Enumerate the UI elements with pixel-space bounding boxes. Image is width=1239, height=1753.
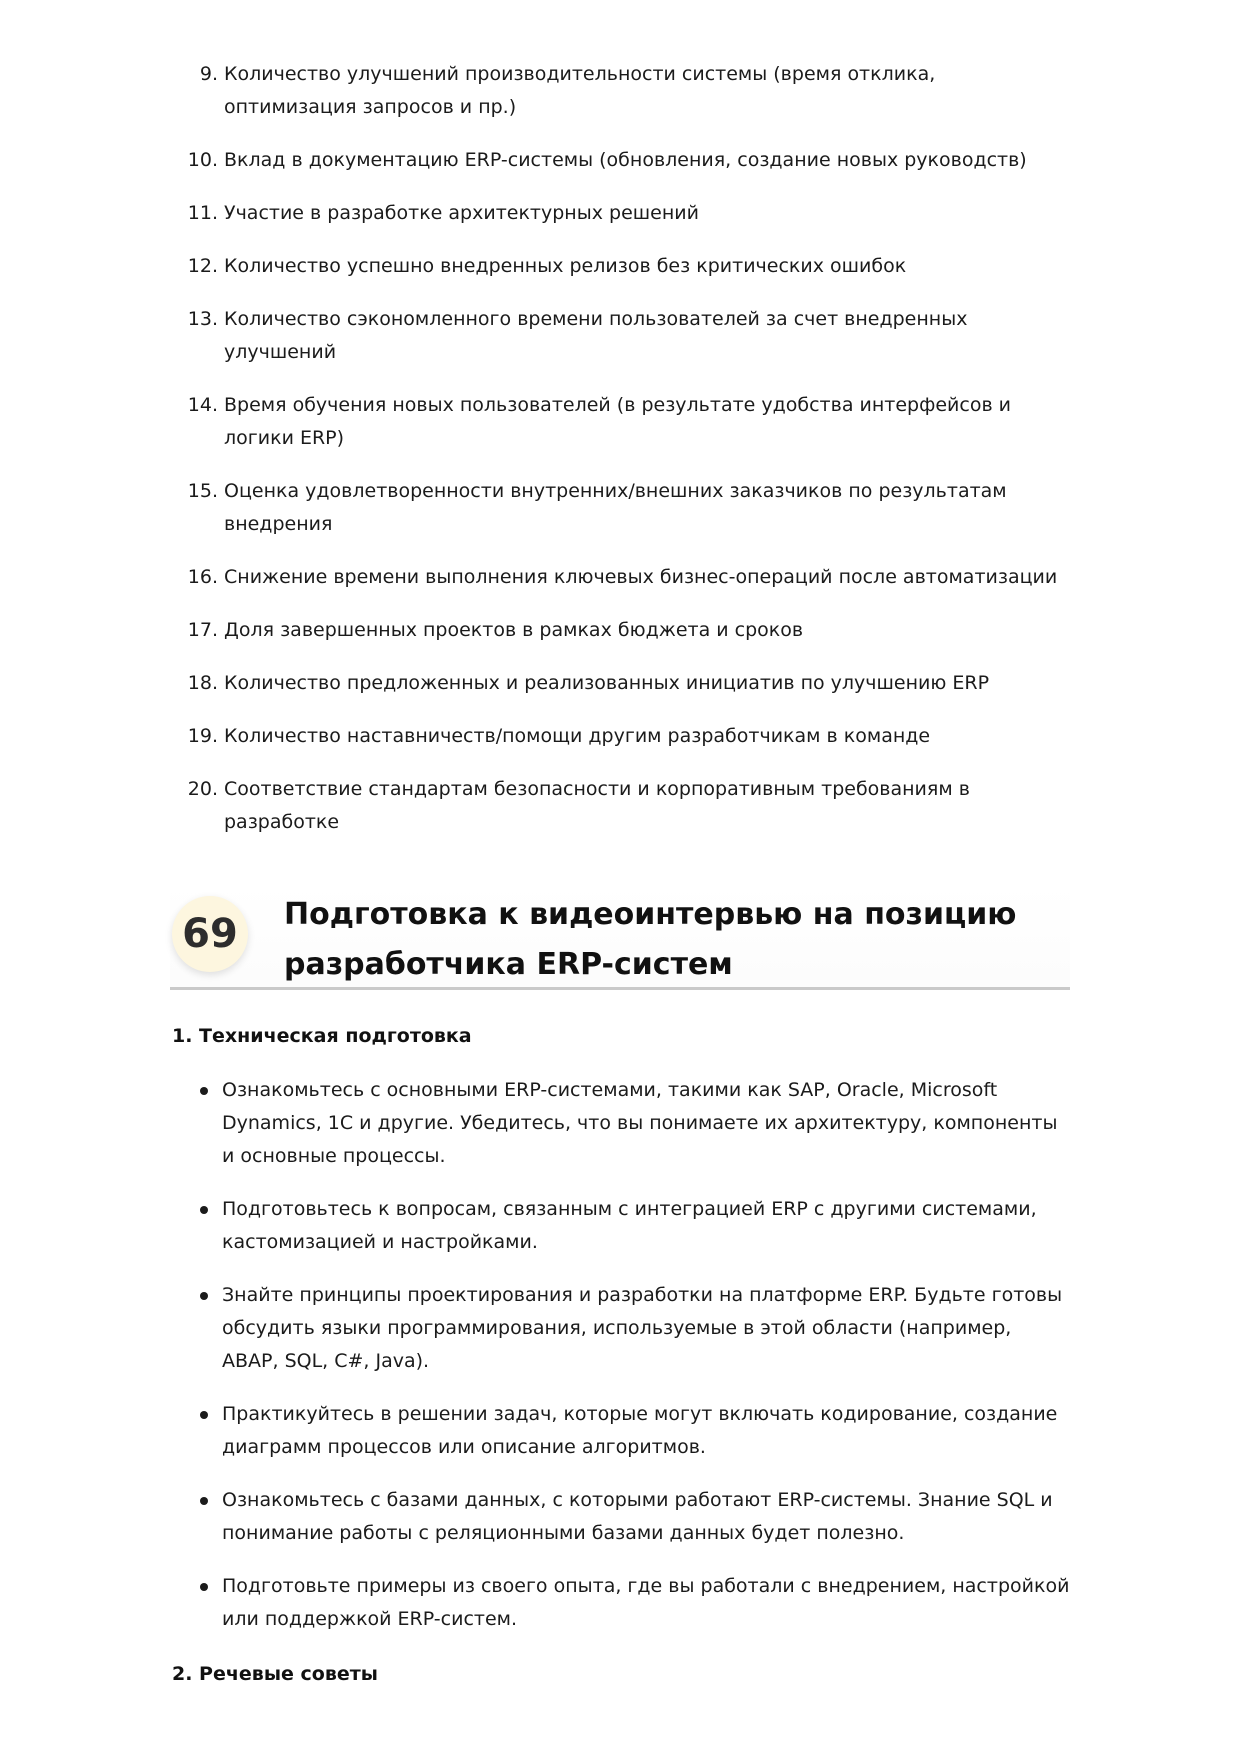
list-item (172, 1074, 1072, 1173)
list-text: Оценка удовлетворенности внутренних/внешних заказчиков по результатам внедрения (224, 480, 1007, 535)
subsection-heading-technical: 1. Техническая подготовка (172, 1025, 472, 1047)
list-text: Подготовьтесь к вопросам, связанным с интеграцией ERP с другими системами, кастомизацией и настройками. (222, 1198, 1037, 1253)
list-text: Количество предложенных и реализованных инициатив по улучшению ERP (224, 672, 990, 694)
section-header (170, 884, 1070, 990)
list-number: 15. (187, 480, 218, 502)
list-text: Подготовьте примеры из своего опыта, где вы работали с внедрением, настройкой или поддержкой ERP-систем. (222, 1575, 1070, 1630)
list-item (170, 475, 1070, 541)
bullet-icon (200, 1206, 208, 1214)
bullet-icon (200, 1411, 208, 1419)
list-number: 14. (187, 394, 218, 416)
list-item (172, 1193, 1072, 1259)
technical-prep-list (172, 1074, 1072, 1656)
subsection-heading-speech: 2. Речевые советы (172, 1663, 378, 1685)
list-item (170, 561, 1070, 594)
bullet-icon (200, 1583, 208, 1591)
list-item (172, 1398, 1072, 1464)
list-text: Практикуйтесь в решении задач, которые могут включать кодирование, создание диаграмм процессов или описание алгоритмов. (222, 1403, 1058, 1458)
list-item (170, 720, 1070, 753)
list-text: Соответствие стандартам безопасности и корпоративным требованиям в разработке (224, 778, 970, 833)
kpi-list (170, 58, 1070, 859)
list-text: Количество сэкономленного времени пользователей за счет внедренных улучшений (224, 308, 968, 363)
list-item (170, 773, 1070, 839)
list-number: 20. (187, 778, 218, 800)
list-item (170, 58, 1070, 124)
list-item (172, 1484, 1072, 1550)
list-item (172, 1279, 1072, 1378)
list-text: Время обучения новых пользователей (в результате удобства интерфейсов и логики ERP) (224, 394, 1012, 449)
list-text: Ознакомьтесь с базами данных, с которыми работают ERP-системы. Знание SQL и понимание работы с реляционными базами данных будет полезно. (222, 1489, 1053, 1544)
list-item (170, 144, 1070, 177)
list-number: 12. (187, 255, 218, 277)
list-item (170, 614, 1070, 647)
list-item (170, 667, 1070, 700)
list-item (170, 197, 1070, 230)
list-number: 10. (187, 149, 218, 171)
list-text: Ознакомьтесь с основными ERP-системами, такими как SAP, Oracle, Microsoft Dynamics, 1С и другие. Убедитесь, что вы понимаете их архитектуру, компоненты и основные процессы. (222, 1079, 1058, 1167)
list-number: 9. (199, 63, 218, 85)
list-number: 13. (187, 308, 218, 330)
list-number: 16. (187, 566, 218, 588)
list-text: Участие в разработке архитектурных решений (224, 202, 699, 224)
list-number: 17. (187, 619, 218, 641)
list-text: Знайте принципы проектирования и разработки на платформе ERP. Будьте готовы обсудить языки программирования, используемые в этой области (например, ABAP, SQL, C#, Java). (222, 1284, 1063, 1372)
list-text: Количество наставничеств/помощи другим разработчикам в команде (224, 725, 931, 747)
list-number: 18. (187, 672, 218, 694)
section-title: Подготовка к видеоинтервью на позицию разработчика ERP-систем (284, 897, 1017, 982)
list-item (170, 303, 1070, 369)
list-number: 11. (187, 202, 218, 224)
list-text: Количество улучшений производительности системы (время отклика, оптимизация запросов и пр.) (224, 63, 936, 118)
list-text: Количество успешно внедренных релизов без критических ошибок (224, 255, 907, 277)
list-item (170, 389, 1070, 455)
list-text: Снижение времени выполнения ключевых бизнес-операций после автоматизации (224, 566, 1058, 588)
list-number: 19. (187, 725, 218, 747)
list-item (172, 1570, 1072, 1636)
section-number-badge: 69 (172, 896, 248, 972)
bullet-icon (200, 1497, 208, 1505)
list-text: Доля завершенных проектов в рамках бюджета и сроков (224, 619, 804, 641)
bullet-icon (200, 1292, 208, 1300)
list-item (170, 250, 1070, 283)
list-text: Вклад в документацию ERP-системы (обновления, создание новых руководств) (224, 149, 1027, 171)
bullet-icon (200, 1087, 208, 1095)
